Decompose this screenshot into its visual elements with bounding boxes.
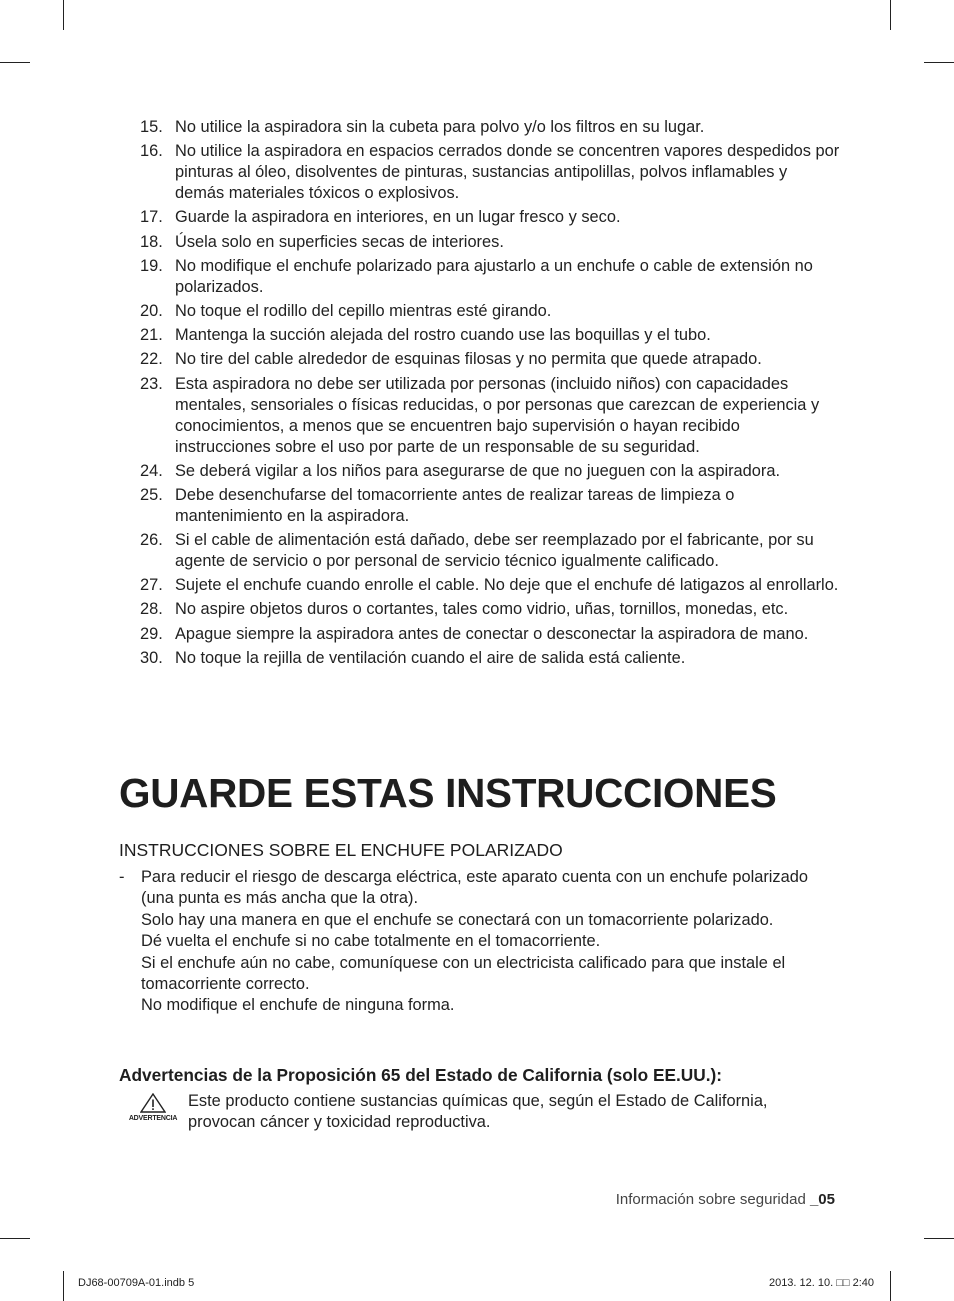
list-item-number: 17. <box>140 208 163 227</box>
list-item-number: 23. <box>140 374 163 393</box>
plug-section <box>119 867 839 1017</box>
prop65-text: Este producto contiene sustancias químicas que, según el Estado de California, provocan cáncer y toxicidad reproductiva. <box>188 1092 768 1132</box>
list-item-number: 27. <box>140 576 163 595</box>
list-item <box>140 624 840 645</box>
crop-mark-bottom-left <box>63 1271 64 1301</box>
list-item-number: 30. <box>140 648 163 667</box>
list-item-text: Si el cable de alimentación está dañado, debe ser reemplazado por el fabricante, por su agente de servicio o por personal de servicio técnico igualmente calificado. <box>175 531 814 571</box>
prop65-title: Advertencias de la Proposición 65 del Estado de California (solo EE.UU.): <box>119 1065 723 1085</box>
list-item-text: Apague siempre la aspiradora antes de conectar o desconectar la aspiradora de mano. <box>175 624 809 643</box>
list-item <box>140 117 840 138</box>
crop-mark-top-left-h <box>0 62 30 63</box>
list-item-text: Mantenga la succión alejada del rostro cuando use las boquillas y el tubo. <box>175 326 711 345</box>
print-slug-file: DJ68-00709A-01.indb 5 <box>78 1277 195 1289</box>
list-item <box>140 256 840 298</box>
list-item-text: No toque el rodillo del cepillo mientras esté girando. <box>175 301 552 320</box>
list-item-text: No utilice la aspiradora sin la cubeta para polvo y/o los filtros en su lugar. <box>175 118 705 136</box>
list-item-number: 25. <box>140 485 163 504</box>
list-item-text: No aspire objetos duros o cortantes, tales como vidrio, uñas, tornillos, monedas, etc. <box>175 600 789 619</box>
plug-paragraph: Solo hay una manera en que el enchufe se conectará con un tomacorriente polarizado. <box>141 910 774 929</box>
list-item-text: No tire del cable alrededor de esquinas filosas y no permita que quede atrapado. <box>175 350 762 369</box>
plug-section-title: INSTRUCCIONES SOBRE EL ENCHUFE POLARIZADO <box>119 840 563 860</box>
list-item-text: Úsela solo en superficies secas de interiores. <box>175 232 504 251</box>
list-item-number: 19. <box>140 256 163 275</box>
list-item <box>140 485 840 527</box>
page-heading: GUARDE ESTAS INSTRUCCIONES <box>119 770 777 816</box>
list-item-text: Esta aspiradora no debe ser utilizada por personas (incluido niños) con capacidades mentales, sensoriales o físicas reducidas, o por personas que carezcan de experiencia y conocimientos, a menos que se encuentren bajo supervisión o hayan recibido instrucciones sobre el uso por parte de un responsable de su seguridad. <box>175 374 820 456</box>
crop-mark-bottom-right <box>890 1271 891 1301</box>
list-item-text: Se deberá vigilar a los niños para asegurarse de que no jueguen con la aspiradora. <box>175 461 781 480</box>
plug-bullet-dash: - <box>119 868 125 886</box>
list-item-number: 18. <box>140 232 163 251</box>
list-item <box>140 301 840 322</box>
list-item-number: 24. <box>140 461 163 480</box>
list-item <box>140 325 840 346</box>
plug-paragraph: Dé vuelta el enchufe si no cabe totalmente en el tomacorriente. <box>141 932 601 951</box>
list-item-number: 21. <box>140 326 163 345</box>
list-item-number: 22. <box>140 350 163 369</box>
warning-icon-label: ADVERTENCIA <box>128 1115 178 1122</box>
list-item-number: 20. <box>140 301 163 320</box>
list-item-number: 15. <box>140 118 163 136</box>
crop-mark-top-right <box>890 0 891 30</box>
list-item-text: Sujete el enchufe cuando enrolle el cable. No deje que el enchufe dé latigazos al enrollarlo. <box>175 576 839 595</box>
list-item <box>140 461 840 482</box>
plug-paragraph: No modifique el enchufe de ninguna forma. <box>141 996 455 1015</box>
list-item-number: 29. <box>140 624 163 643</box>
page-number: _05 <box>809 1191 835 1208</box>
list-item-number: 28. <box>140 600 163 619</box>
warning-triangle-icon <box>140 1093 166 1113</box>
print-slug-date: 2013. 12. 10. □□ 2:40 <box>768 1277 874 1289</box>
crop-mark-bottom-left-h <box>0 1238 30 1239</box>
footer-section-name: Información sobre seguridad <box>615 1191 810 1208</box>
crop-mark-top-left <box>63 0 64 30</box>
list-item-text: Guarde la aspiradora en interiores, en un lugar fresco y seco. <box>175 208 621 227</box>
crop-mark-top-right-h <box>924 62 954 63</box>
page-footer <box>616 1190 835 1210</box>
list-item-text: No toque la rejilla de ventilación cuando el aire de salida está caliente. <box>175 648 686 667</box>
list-item <box>140 530 840 572</box>
list-item-number: 16. <box>140 142 163 161</box>
list-item-number: 26. <box>140 531 163 550</box>
warning-icon <box>126 1093 180 1129</box>
list-item <box>140 374 840 458</box>
list-item-text: No utilice la aspiradora en espacios cerrados donde se concentren vapores despedidos por pinturas al óleo, disolventes de pinturas, sustancias antipolillas, polvos inflamables y demás materiales tóxicos o explosivos. <box>175 142 840 203</box>
list-item <box>140 599 840 620</box>
list-item <box>140 141 840 204</box>
plug-paragraph: Si el enchufe aún no cabe, comuníquese con un electricista calificado para que instale el tomacorriente correcto. <box>141 953 786 994</box>
list-item <box>140 232 840 253</box>
plug-section-body <box>141 867 839 1017</box>
safety-instructions-list <box>140 117 840 672</box>
list-item <box>140 207 840 228</box>
list-item-text: Debe desenchufarse del tomacorriente antes de realizar tareas de limpieza o mantenimiento en la aspiradora. <box>175 485 735 525</box>
list-item <box>140 349 840 370</box>
crop-mark-bottom-right-h <box>924 1238 954 1239</box>
list-item-text: No modifique el enchufe polarizado para ajustarlo a un enchufe o cable de extensión no polarizados. <box>175 256 813 296</box>
list-item <box>140 575 840 596</box>
list-item <box>140 648 840 669</box>
plug-paragraph: Para reducir el riesgo de descarga eléctrica, este aparato cuenta con un enchufe polarizado (una punta es más ancha que la otra). <box>141 868 808 908</box>
